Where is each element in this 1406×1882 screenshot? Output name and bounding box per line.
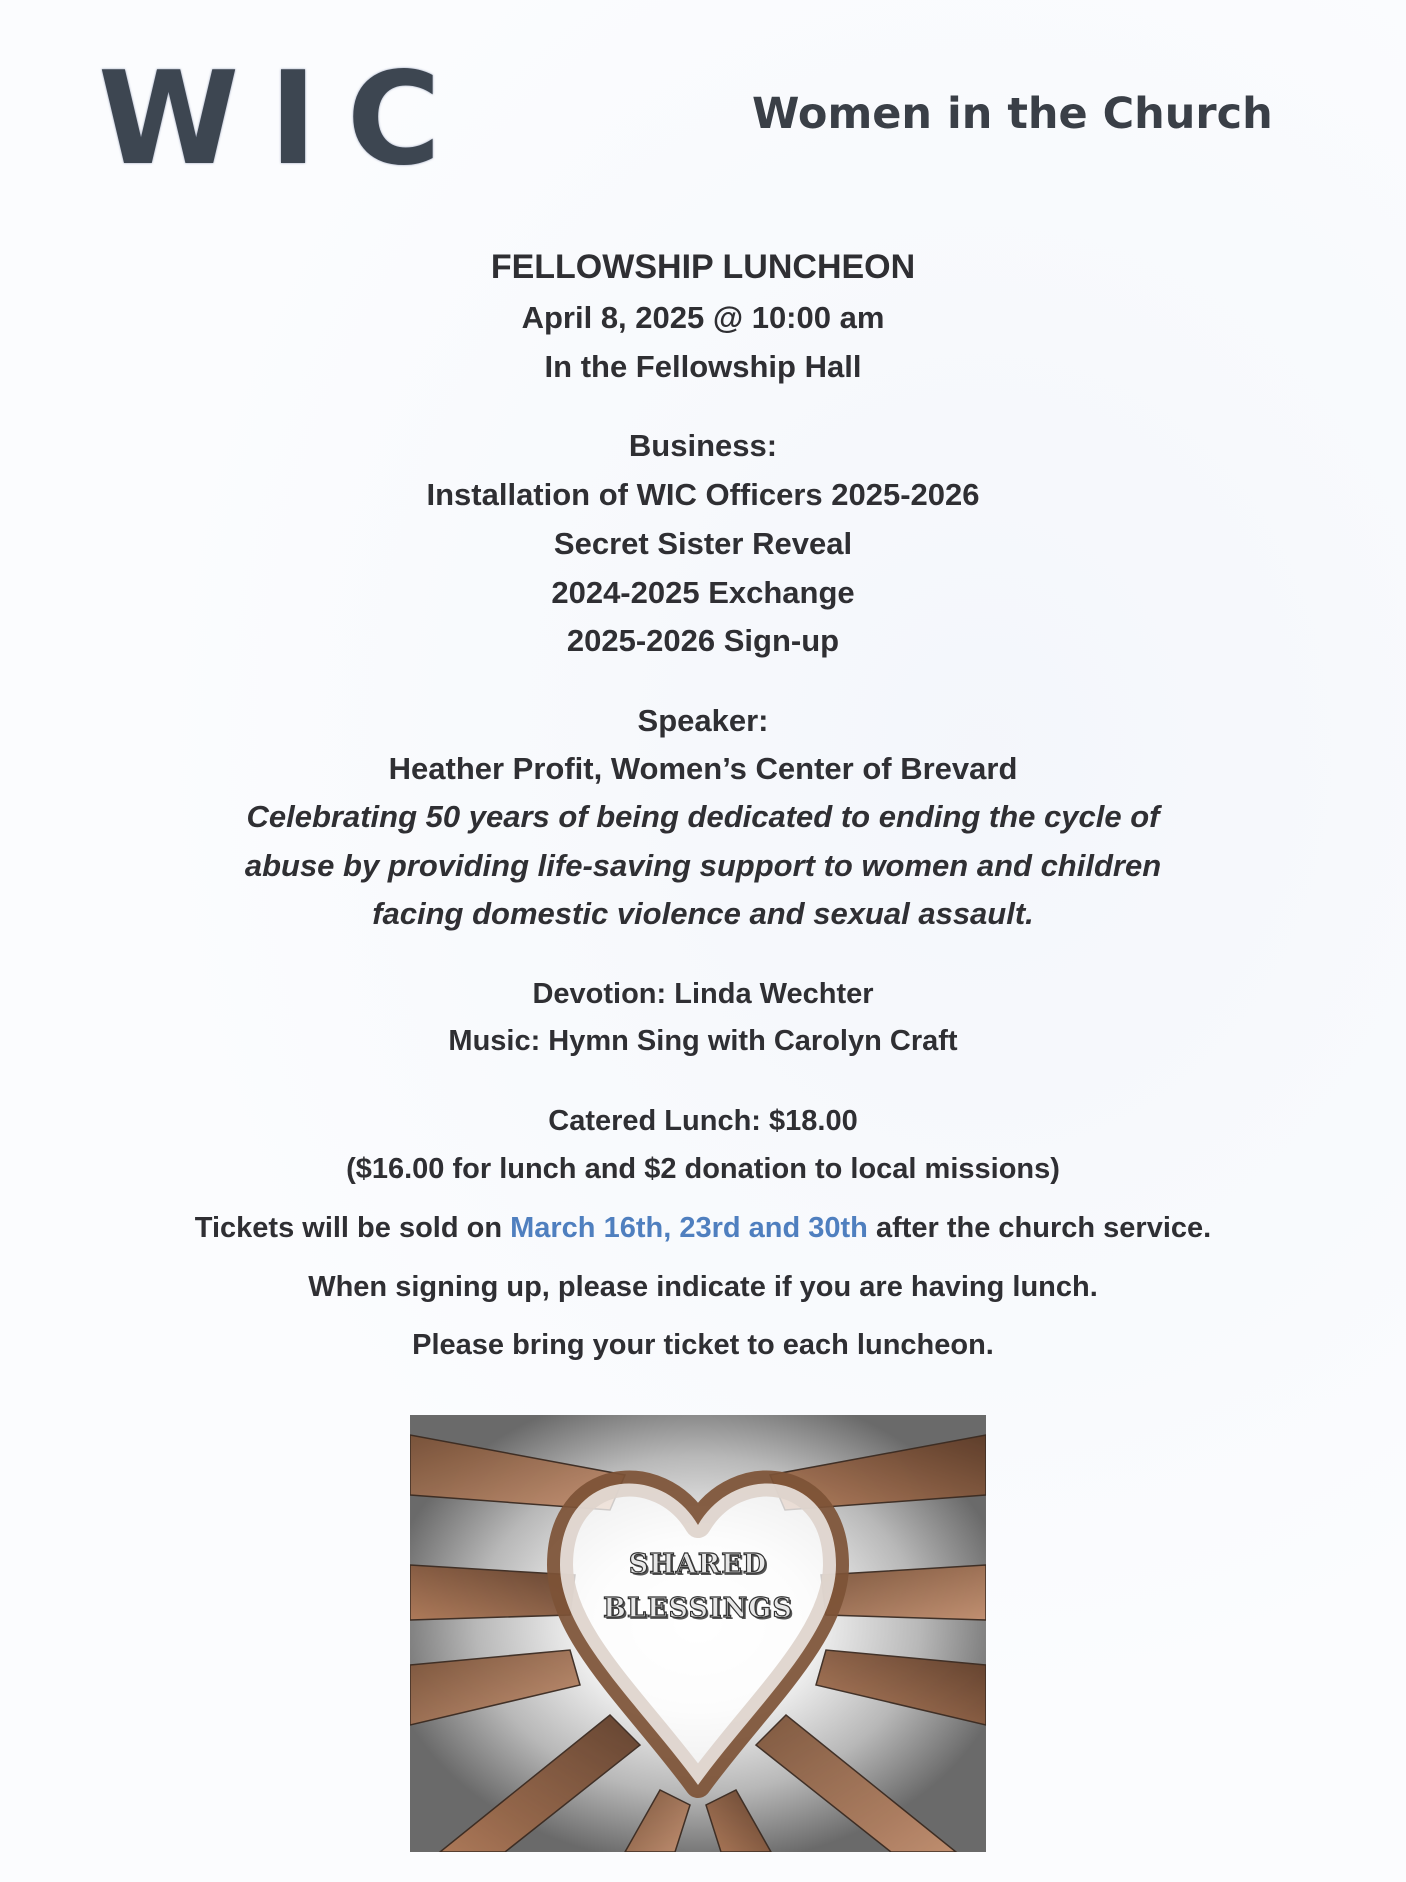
speaker-name: Heather Profit, Women’s Center of Brevard bbox=[388, 751, 1018, 786]
lunch-breakdown: ($16.00 for lunch and $2 donation to local missions) bbox=[346, 1153, 1060, 1185]
wic-logo: WIC bbox=[98, 45, 471, 194]
business-heading: Business: bbox=[628, 428, 778, 463]
event-datetime: April 8, 2025 @ 10:00 am bbox=[521, 300, 885, 335]
heart-hands-illustration bbox=[410, 1415, 986, 1852]
image-caption-line2: BLESSINGS bbox=[603, 1593, 793, 1624]
business-item: 2025-2026 Sign-up bbox=[566, 623, 840, 658]
header-title: Women in the Church bbox=[752, 89, 1273, 139]
shared-blessings-image bbox=[410, 1415, 986, 1852]
business-item: Installation of WIC Officers 2025-2026 bbox=[426, 477, 980, 512]
tickets-suffix: after the church service. bbox=[867, 1212, 1212, 1244]
tickets-dates: March 16th, 23rd and 30th bbox=[510, 1212, 868, 1244]
lunch-price: Catered Lunch: $18.00 bbox=[548, 1105, 858, 1137]
business-item: Secret Sister Reveal bbox=[553, 526, 853, 561]
business-item: 2024-2025 Exchange bbox=[551, 575, 855, 610]
image-caption-line1: SHARED bbox=[628, 1549, 768, 1580]
bring-ticket-note: Please bring your ticket to each luncheon. bbox=[412, 1329, 994, 1361]
signup-note: When signing up, please indicate if you are having lunch. bbox=[308, 1271, 1098, 1303]
event-name: FELLOWSHIP LUNCHEON bbox=[490, 248, 916, 286]
speaker-description: facing domestic violence and sexual assault. bbox=[372, 896, 1034, 931]
speaker-description: abuse by providing life-saving support to women and children bbox=[244, 848, 1162, 883]
tickets-sale-line bbox=[0, 1214, 1406, 1243]
devotion-line: Devotion: Linda Wechter bbox=[532, 978, 874, 1010]
event-location: In the Fellowship Hall bbox=[544, 349, 862, 384]
speaker-description: Celebrating 50 years of being dedicated to ending the cycle of bbox=[246, 799, 1160, 834]
speaker-heading: Speaker: bbox=[637, 703, 769, 738]
music-line: Music: Hymn Sing with Carolyn Craft bbox=[448, 1025, 958, 1057]
tickets-prefix: Tickets will be sold on bbox=[194, 1212, 511, 1244]
